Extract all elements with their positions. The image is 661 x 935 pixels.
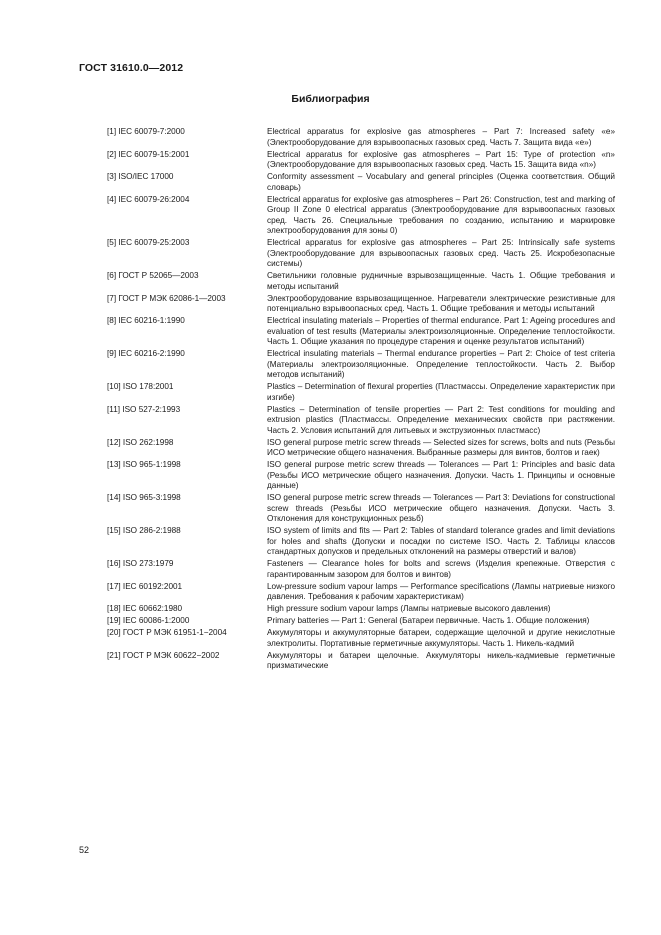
entry-description: Conformity assessment – Vocabulary and general principles (Оценка соответствия. Общий словарь)	[267, 172, 615, 192]
entry-description: Electrical apparatus for explosive gas atmospheres – Part 7: Increased safety «e» (Электрооборудование для взрывоопасных газовых сред. Часть 7. Защита вида «e»)	[267, 127, 615, 147]
entry-description: Electrical insulating materials – Thermal endurance properties – Part 2: Choice of test criteria (Материалы электроизоляционные. Определение теплостойкости. Часть 2. Выбор методов испытаний)	[267, 349, 615, 379]
bibliography-list	[107, 127, 615, 673]
bibliography-entry	[107, 438, 615, 459]
entry-description: Electrical insulating materials – Properties of thermal endurance. Part 1: Ageing procedures and evaluation of test results (Материалы электроизоляционные. Определение теплостойкости. Часть 1. Общие указания по процедуре старения и оценке результатов испытаний)	[267, 316, 615, 346]
entry-description: Plastics – Determination of tensile properties — Part 2: Test conditions for moulding and extrusion plastics (Пластмассы. Определение механических свойств при растяжении. Часть 2. Условия испытаний для литьевых и экструзионных пластмасс)	[267, 404, 615, 435]
entry-reference: [9] IEC 60216-2:1990	[107, 349, 185, 358]
entry-description: Fasteners — Clearance holes for bolts and screws (Изделия крепежные. Отверстия с гарантированным зазором для болтов и винтов)	[267, 559, 615, 579]
entry-reference: [16] ISO 273:1979	[107, 559, 174, 568]
entry-description: Electrical apparatus for explosive gas atmospheres – Part 15: Type of protection «n» (Электрооборудование для взрывоопасных газовых сред. Часть 15. Защита вида «n»)	[267, 149, 615, 169]
entry-description: Электрооборудование взрывозащищенное. Нагреватели электрические резистивные для потенциально взрывоопасных сред. Часть 1. Общие требования и методы испытаний	[267, 293, 615, 313]
bibliography-entry	[107, 195, 615, 237]
entry-reference: [17] IEC 60192:2001	[107, 581, 183, 591]
bibliography-entry	[107, 127, 615, 148]
entry-description: Plastics – Determination of flexural properties (Пластмассы. Определение характеристик при изгибе)	[267, 382, 615, 402]
entry-description: Low-pressure sodium vapour lamps — Performance specifications (Лампы натриевые низкого давления. Требования к рабочим характеристикам)	[267, 581, 615, 601]
bibliography-entry	[107, 604, 615, 615]
bibliography-entry	[107, 316, 615, 348]
entry-reference: [21] ГОСТ Р МЭК 60622−2002	[107, 650, 220, 660]
document-code: ГОСТ 31610.0—2012	[79, 62, 184, 74]
section-title: Библиография	[291, 93, 370, 105]
entry-reference: [2] IEC 60079-15:2001	[107, 149, 190, 159]
bibliography-entry	[107, 582, 615, 603]
bibliography-entry	[107, 651, 615, 672]
bibliography-entry	[107, 493, 615, 525]
entry-reference: [11] ISO 527-2:1993	[107, 404, 181, 414]
bibliography-entry	[107, 628, 615, 649]
entry-reference: [18] IEC 60662:1980	[107, 604, 183, 613]
entry-description: High pressure sodium vapour lamps (Лампы натриевые высокого давления)	[267, 604, 551, 613]
entry-reference: [7] ГОСТ Р МЭК 62086-1—2003	[107, 293, 226, 303]
bibliography-entry	[107, 460, 615, 492]
entry-description: ISO system of limits and fits — Part 2: Tables of standard tolerance grades and limit deviations for holes and shafts (Допуски и посадки по системе ISO. Часть 2. Таблицы классов стандартных допусков и предельных отклонений на размеры отверстий и валов)	[267, 526, 615, 556]
entry-reference: [12] ISO 262:1998	[107, 437, 174, 447]
bibliography-entry	[107, 150, 615, 171]
bibliography-entry	[107, 172, 615, 193]
entry-reference: [14] ISO 965-3:1998	[107, 493, 181, 502]
bibliography-entry	[107, 559, 615, 580]
bibliography-entry	[107, 238, 615, 270]
entry-reference: [4] IEC 60079-26:2004	[107, 194, 190, 204]
entry-description: Electrical apparatus for explosive gas atmospheres – Part 25: Intrinsically safe systems (Электрооборудование для взрывоопасных газовых сред. Часть 25. Искробезопасные системы)	[267, 238, 615, 268]
entry-description: Светильники головные рудничные взрывозащищенные. Часть 1. Общие требования и методы испытаний	[267, 271, 615, 291]
page-number: 52	[79, 845, 90, 855]
bibliography-entry	[107, 382, 615, 403]
bibliography-entry	[107, 271, 615, 292]
bibliography-entry	[107, 526, 615, 558]
entry-description: ISO general purpose metric screw threads — Tolerances — Part 1: Principles and basic data (Резьбы ИСО метрические общего назначения. Допуски. Часть 1. Принципы и основные данные)	[267, 460, 615, 490]
entry-reference: [1] IEC 60079-7:2000	[107, 127, 185, 136]
entry-reference: [8] IEC 60216-1:1990	[107, 316, 185, 325]
entry-reference: [15] ISO 286-2:1988	[107, 526, 181, 535]
entry-reference: [3] ISO/IEC 17000	[107, 172, 174, 181]
entry-description: Аккумуляторы и батареи щелочные. Аккумуляторы никель-кадмиевые герметичные призматические	[267, 650, 615, 670]
entry-reference: [13] ISO 965-1:1998	[107, 460, 181, 469]
bibliography-entry	[107, 616, 615, 627]
entry-description: ISO general purpose metric screw threads — Selected sizes for screws, bolts and nuts (Резьбы ИСО метрические общего назначения. Выбранные размеры для винтов, болтов и гаек)	[267, 437, 615, 457]
entry-description: Electrical apparatus for explosive gas atmospheres – Part 26: Construction, test and marking of Group II Zone 0 electrical apparatus (Электрооборудование для взрывоопасных газовых сред. Часть 26. Специальные требования по созданию, испытанию и маркировке электрооборудования для зоны 0)	[267, 194, 615, 235]
entry-reference: [20] ГОСТ Р МЭК 61951-1−2004	[107, 628, 227, 637]
entry-description: ISO general purpose metric screw threads — Tolerances — Part 3: Deviations for constructional screw threads (Резьбы ИСО метрические общего назначения. Допуски. Часть 3. Отклонения для конструкционных резьб)	[267, 493, 615, 523]
bibliography-entry	[107, 294, 615, 315]
entry-description: Аккумуляторы и аккумуляторные батареи, содержащие щелочной и другие некислотные электролиты. Портативные герметичные аккумуляторы. Часть 1. Никель-кадмий	[267, 628, 615, 648]
entry-reference: [6] ГОСТ Р 52065—2003	[107, 271, 199, 280]
bibliography-entry	[107, 349, 615, 381]
entry-reference: [5] IEC 60079-25:2003	[107, 238, 190, 247]
entry-reference: [19] IEC 60086-1:2000	[107, 616, 190, 625]
bibliography-entry	[107, 405, 615, 437]
entry-description: Primary batteries — Part 1: General (Батареи первичные. Часть 1. Общие положения)	[267, 616, 590, 625]
entry-reference: [10] ISO 178:2001	[107, 382, 174, 391]
